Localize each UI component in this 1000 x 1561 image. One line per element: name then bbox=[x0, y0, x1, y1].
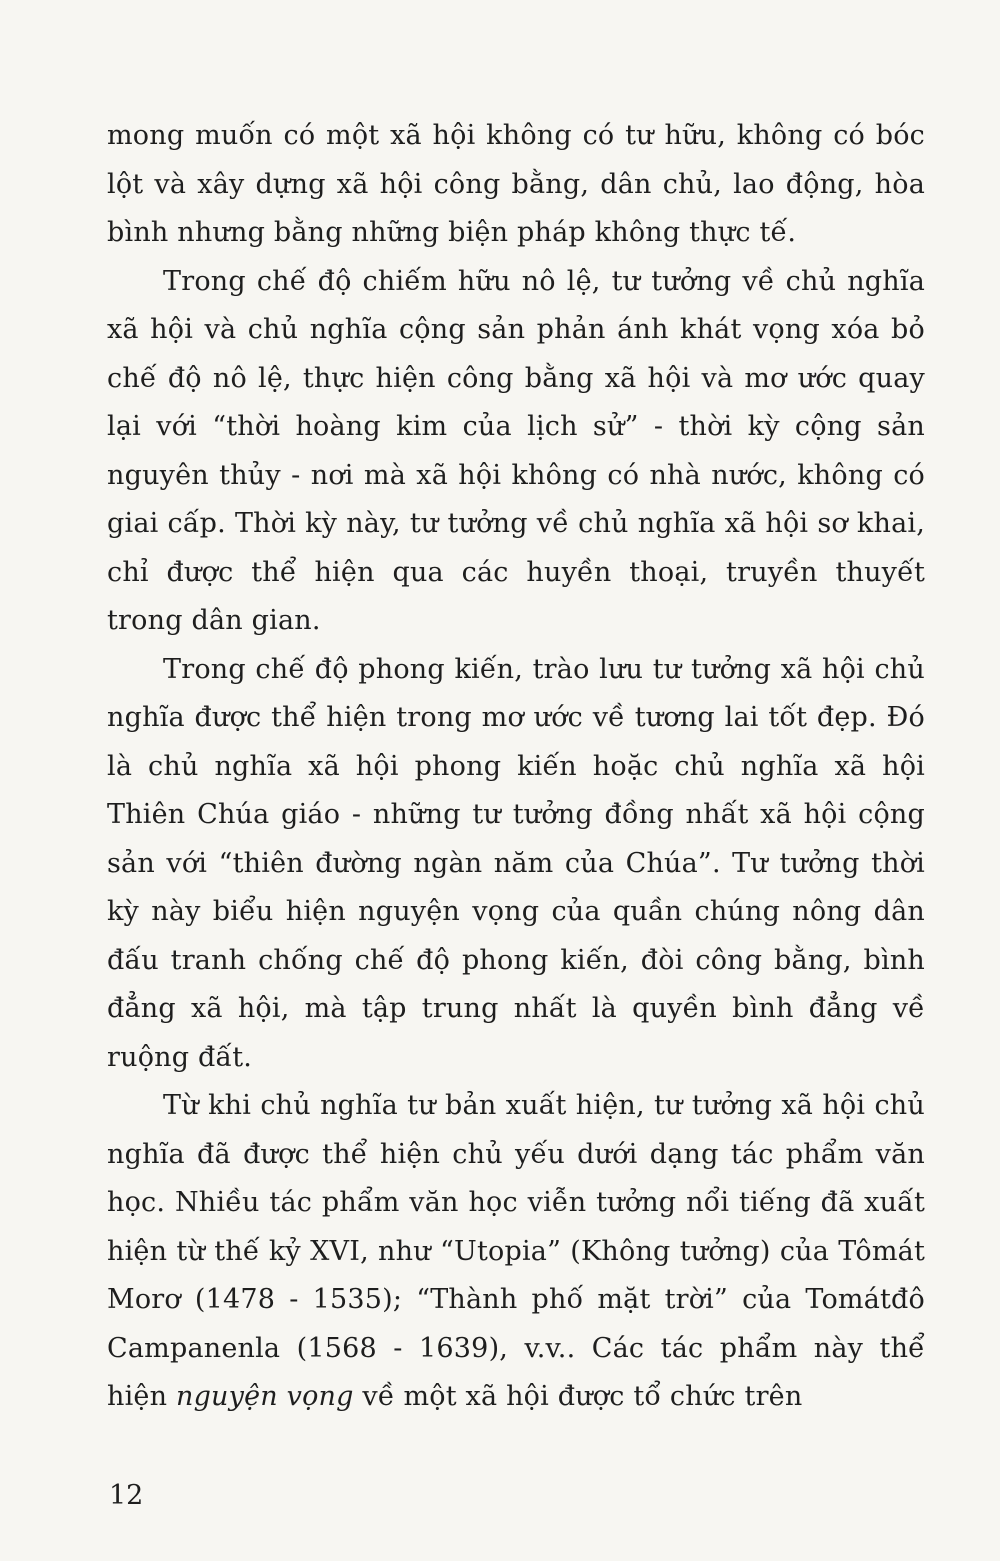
paragraph-2 bbox=[107, 258, 925, 646]
emphasis-text: nguyện vọng bbox=[175, 1381, 354, 1412]
page-body bbox=[107, 112, 925, 1422]
text-run: Từ khi chủ nghĩa tư bản xuất hiện, tư tưởng xã hội chủ nghĩa đã được thể hiện chủ yếu dưới dạng tác phẩm văn học. Nhiều tác phẩm văn học viễn tưởng nổi tiếng đã xuất hiện từ thế kỷ XVI, như “Utopia” (Không tưởng) của Tômát Morơ (1478 - 1535); “Thành phố mặt trời” của Tomátđô Campanenla (1568 - 1639), v.v.. Các tác phẩm này thể hiện bbox=[107, 1090, 925, 1412]
text-run: mong muốn có một xã hội không có tư hữu, không có bóc lột và xây dựng xã hội công bằng, dân chủ, lao động, hòa bình nhưng bằng những biện pháp không thực tế. bbox=[107, 120, 925, 248]
page-number: 12 bbox=[109, 1480, 144, 1511]
text-run: Trong chế độ chiếm hữu nô lệ, tư tưởng về chủ nghĩa xã hội và chủ nghĩa cộng sản phản ánh khát vọng xóa bỏ chế độ nô lệ, thực hiện công bằng xã hội và mơ ước quay lại với “thời hoàng kim của lịch sử” - thời kỳ cộng sản nguyên thủy - nơi mà xã hội không có nhà nước, không có giai cấp. Thời kỳ này, tư tưởng về chủ nghĩa xã hội sơ khai, chỉ được thể hiện qua các huyền thoại, truyền thuyết trong dân gian. bbox=[107, 265, 925, 636]
paragraph-1 bbox=[107, 112, 925, 258]
paragraph-4 bbox=[107, 1082, 925, 1422]
text-run: Trong chế độ phong kiến, trào lưu tư tưởng xã hội chủ nghĩa được thể hiện trong mơ ước về tương lai tốt đẹp. Đó là chủ nghĩa xã hội phong kiến hoặc chủ nghĩa xã hội Thiên Chúa giáo - những tư tưởng đồng nhất xã hội cộng sản với “thiên đường ngàn năm của Chúa”. Tư tưởng thời kỳ này biểu hiện nguyện vọng của quần chúng nông dân đấu tranh chống chế độ phong kiến, đòi công bằng, bình đẳng xã hội, mà tập trung nhất là quyền bình đẳng về ruộng đất. bbox=[107, 653, 925, 1073]
paragraph-3 bbox=[107, 646, 925, 1083]
text-run: về một xã hội được tổ chức trên bbox=[353, 1381, 803, 1412]
